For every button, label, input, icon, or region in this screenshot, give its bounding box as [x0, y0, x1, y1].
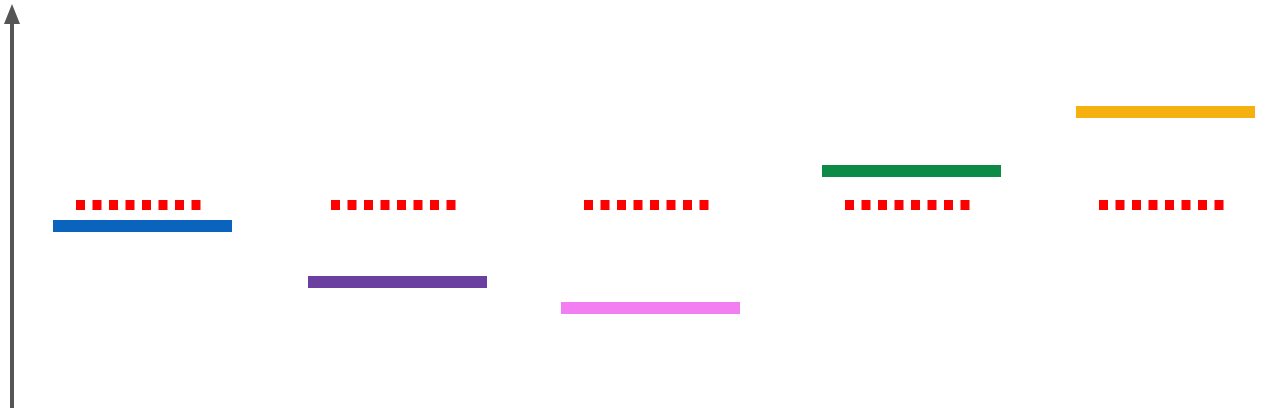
level-bar: [1076, 106, 1255, 118]
reference-dash: [1149, 200, 1158, 210]
columns: [53, 106, 1255, 314]
reference-dash: [331, 200, 340, 210]
column-4: [822, 165, 1001, 210]
reference-dashed-line: [331, 200, 456, 210]
reference-dash: [700, 200, 709, 210]
reference-dash: [159, 200, 168, 210]
reference-dash: [1165, 200, 1174, 210]
reference-dash: [1099, 200, 1108, 210]
reference-dash: [1132, 200, 1141, 210]
reference-dashed-line: [1099, 200, 1224, 210]
reference-dash: [584, 200, 593, 210]
reference-dash: [895, 200, 904, 210]
reference-dashed-line: [76, 200, 201, 210]
reference-dash: [364, 200, 373, 210]
column-1: [53, 200, 232, 232]
reference-dash: [430, 200, 439, 210]
reference-dash: [447, 200, 456, 210]
level-bar: [561, 302, 740, 314]
reference-dash: [667, 200, 676, 210]
reference-dash: [634, 200, 643, 210]
reference-dash: [1215, 200, 1224, 210]
reference-dash: [126, 200, 135, 210]
reference-dash: [93, 200, 102, 210]
reference-dash: [414, 200, 423, 210]
column-2: [308, 200, 487, 288]
reference-dash: [397, 200, 406, 210]
reference-dash: [76, 200, 85, 210]
reference-dash: [142, 200, 151, 210]
axis-arrowhead: [4, 4, 20, 24]
reference-dash: [175, 200, 184, 210]
reference-dash: [617, 200, 626, 210]
reference-dash: [878, 200, 887, 210]
level-bar: [308, 276, 487, 288]
reference-dash: [911, 200, 920, 210]
reference-dash: [862, 200, 871, 210]
reference-dashed-line: [584, 200, 709, 210]
reference-dash: [348, 200, 357, 210]
reference-dash: [192, 200, 201, 210]
reference-dash: [683, 200, 692, 210]
reference-dash: [961, 200, 970, 210]
vertical-axis: [4, 4, 20, 408]
reference-dash: [650, 200, 659, 210]
column-5: [1076, 106, 1255, 210]
reference-dash: [1182, 200, 1191, 210]
reference-dash: [1116, 200, 1125, 210]
reference-dash: [109, 200, 118, 210]
column-3: [561, 200, 740, 314]
reference-dash: [381, 200, 390, 210]
reference-dash: [1198, 200, 1207, 210]
reference-dash: [944, 200, 953, 210]
reference-dash: [601, 200, 610, 210]
reference-dash: [928, 200, 937, 210]
level-bar: [53, 220, 232, 232]
level-bar: [822, 165, 1001, 177]
reference-dash: [845, 200, 854, 210]
reference-dashed-line: [845, 200, 970, 210]
